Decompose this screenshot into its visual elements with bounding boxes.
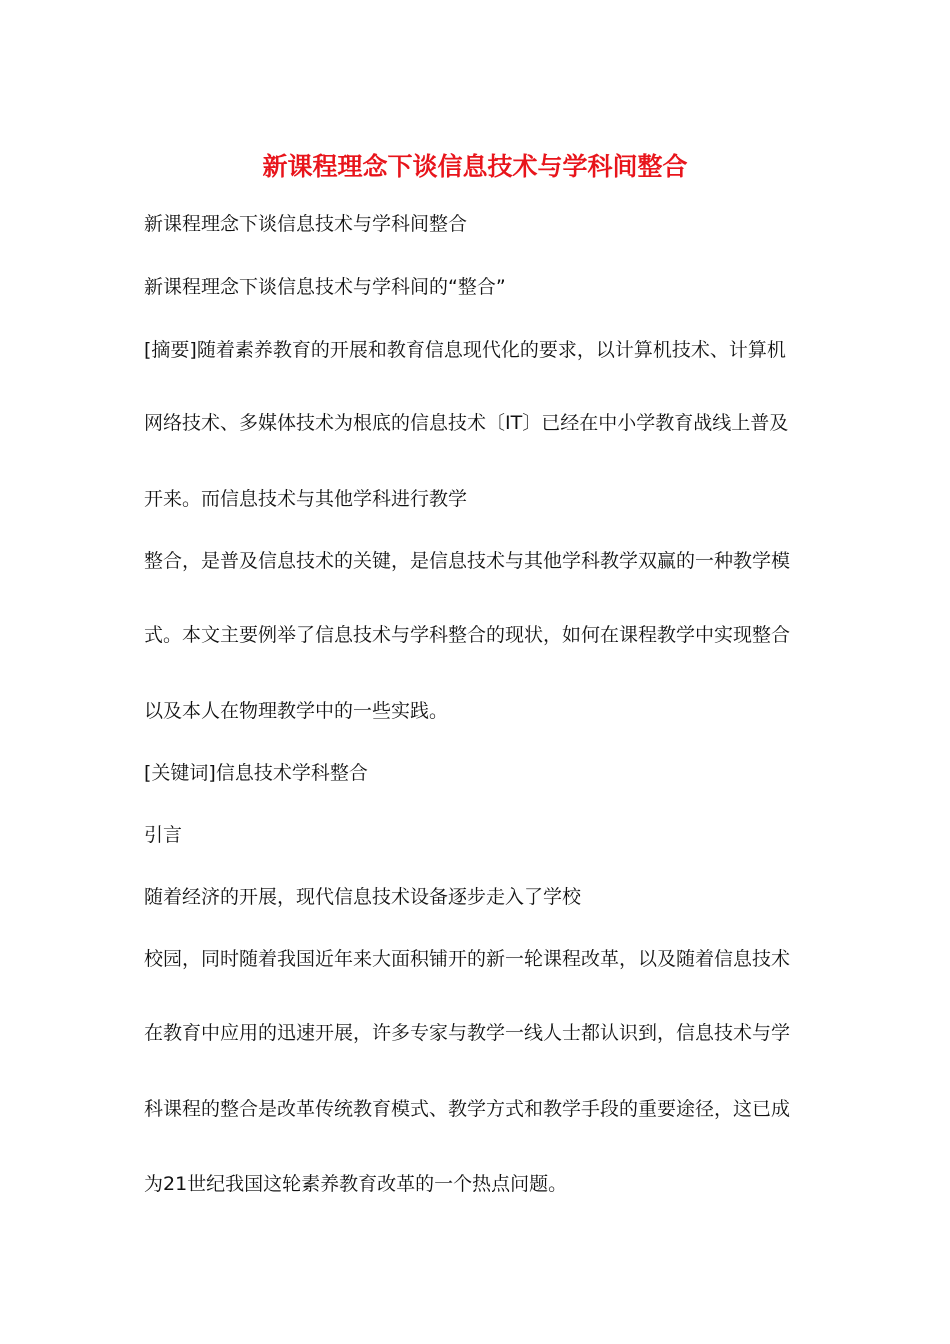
body-line: 科课程的整合是改革传统教育模式、教学方式和教学手段的重要途径，这已成 (144, 1098, 791, 1120)
subtitle-line: 新课程理念下谈信息技术与学科间的“整合” (144, 276, 506, 298)
body-line: 校园，同时随着我国近年来大面积铺开的新一轮课程改革，以及随着信息技术 (144, 948, 791, 970)
abstract-line: 以及本人在物理教学中的一些实践。 (144, 700, 449, 722)
subtitle-line: 新课程理念下谈信息技术与学科间整合 (144, 213, 468, 235)
document-title: 新课程理念下谈信息技术与学科间整合 (262, 152, 688, 181)
body-line: 为21世纪我国这轮素养教育改革的一个热点问题。 (144, 1173, 568, 1195)
section-heading: 引言 (144, 824, 183, 846)
body-line: 随着经济的开展，现代信息技术设备逐步走入了学校 (144, 886, 582, 908)
abstract-line: 式。本文主要例举了信息技术与学科整合的现状，如何在课程教学中实现整合 (144, 624, 791, 646)
keywords-line: [关键词]信息技术学科整合 (144, 762, 368, 784)
abstract-line: [摘要]随着素养教育的开展和教育信息现代化的要求，以计算机技术、计算机 (144, 339, 786, 361)
abstract-line: 整合，是普及信息技术的关键，是信息技术与其他学科教学双赢的一种教学模 (144, 550, 791, 572)
body-line: 在教育中应用的迅速开展，许多专家与教学一线人士都认识到，信息技术与学 (144, 1022, 791, 1044)
abstract-line: 网络技术、多媒体技术为根底的信息技术〔IT〕已经在中小学教育战线上普及 (144, 412, 789, 434)
abstract-line: 开来。而信息技术与其他学科进行教学 (144, 488, 468, 510)
